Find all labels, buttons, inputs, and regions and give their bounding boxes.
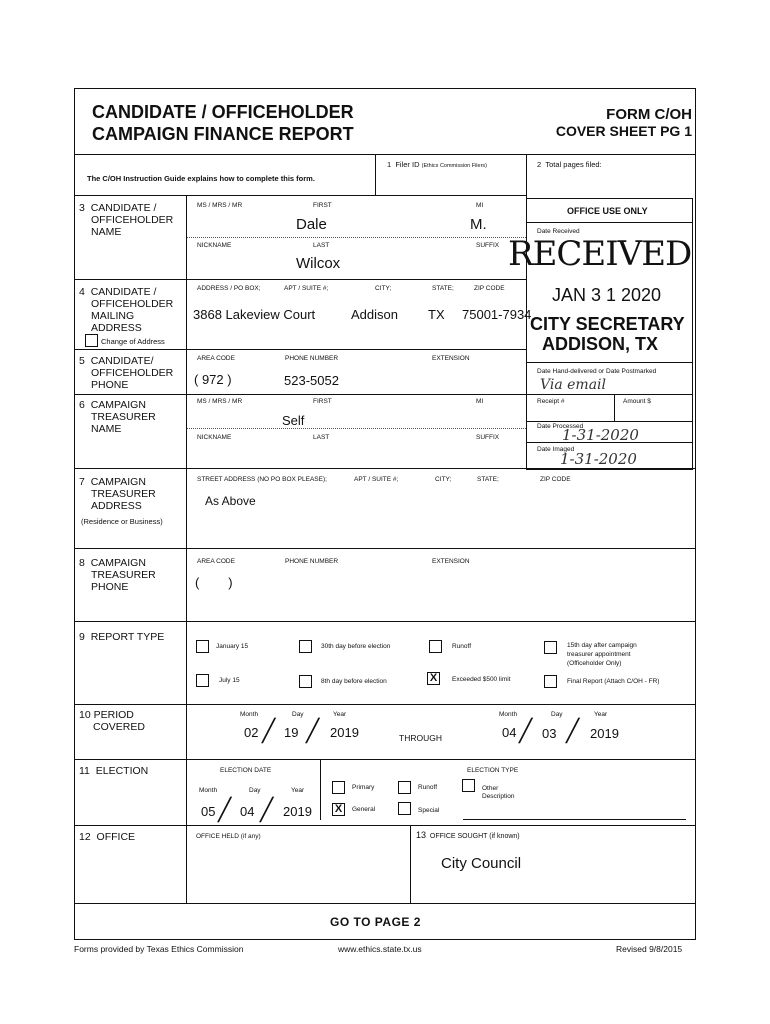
s8-area-label: AREA CODE <box>197 558 235 565</box>
form-title-line2: CAMPAIGN FINANCE REPORT <box>92 124 354 144</box>
divider <box>614 394 615 421</box>
divider <box>74 759 696 760</box>
s5-area-value: ( 972 ) <box>194 372 232 387</box>
report-exceeded-label: Exceeded $500 limit <box>452 676 511 683</box>
s3-label: 3 CANDIDATE / OFFICEHOLDER NAME <box>79 202 174 238</box>
election-runoff-checkbox[interactable] <box>398 781 411 794</box>
s7-state-label: STATE; <box>477 476 499 483</box>
s3-mi-value: M. <box>470 216 487 233</box>
date-received-label: Date Received <box>537 228 580 235</box>
election-other-checkbox[interactable] <box>462 779 475 792</box>
s3-mi-label: MI <box>476 202 484 209</box>
footer-revised: Revised 9/8/2015 <box>616 944 683 954</box>
s7-street-value: As Above <box>205 494 256 508</box>
stamp-office: CITY SECRETARY <box>530 314 685 334</box>
receipt-label: Receipt # <box>537 398 565 405</box>
s6-first-label: FIRST <box>313 398 332 405</box>
change-address-label: Change of Address <box>101 337 165 346</box>
s11-year-value: 2019 <box>283 804 312 819</box>
amount-label: Amount $ <box>623 398 651 405</box>
received-stamp-date: JAN 3 1 2020 <box>552 285 662 305</box>
s11-year-label: Year <box>291 787 305 794</box>
divider <box>526 155 527 199</box>
form-id: FORM C/OH <box>606 106 692 123</box>
filer-id-label: 1 Filer ID (Ethics Commission Filers) <box>387 160 488 169</box>
total-pages-label: 2 Total pages filed: <box>537 160 602 169</box>
report-jul15-label: July 15 <box>219 677 240 684</box>
s6-label: 6 CAMPAIGN TREASURER NAME <box>79 399 156 435</box>
divider <box>74 349 526 350</box>
s10-label: 10 PERIOD COVERED <box>79 709 145 733</box>
hand-delivered-label: Date Hand-delivered or Date Postmarked <box>537 368 657 375</box>
date-slash: ╱ <box>262 718 276 743</box>
s10-from-day-label: Day <box>292 711 304 718</box>
election-other-label: Other Description <box>482 785 515 800</box>
election-special-label: Special <box>418 807 440 814</box>
report-runoff-checkbox[interactable] <box>429 640 442 653</box>
s5-phone-value: 523-5052 <box>284 373 339 388</box>
election-primary-checkbox[interactable] <box>332 781 345 794</box>
report-exceeded-checkbox[interactable]: X <box>427 672 440 685</box>
divider <box>526 222 693 223</box>
divider <box>74 468 696 469</box>
election-primary-label: Primary <box>352 784 375 791</box>
footer-url[interactable]: www.ethics.state.tx.us <box>338 944 422 954</box>
report-15th-label: 15th day after campaign treasurer appointment (Officeholder Only) <box>567 642 637 667</box>
processed-label: Date Processed <box>537 423 584 430</box>
date-slash: ╱ <box>260 797 274 822</box>
s11-day-value: 04 <box>240 804 255 819</box>
s3-first-value: Dale <box>296 216 327 233</box>
stamp-city: ADDISON, TX <box>542 334 659 354</box>
report-30th-checkbox[interactable] <box>299 640 312 653</box>
date-slash: ╱ <box>519 718 533 743</box>
divider <box>74 279 526 280</box>
divider <box>187 428 526 429</box>
divider <box>410 825 411 903</box>
s4-zip-label: ZIP CODE <box>474 285 505 292</box>
s3-nickname-label: NICKNAME <box>197 242 232 249</box>
processed-value: 1-31-2020 <box>562 426 639 444</box>
s11-month-value: 05 <box>201 804 216 819</box>
divider <box>526 442 693 443</box>
s4-address-value: 3868 Lakeview Court <box>193 307 316 322</box>
s10-from-year-label: Year <box>333 711 347 718</box>
hand-delivered-value: Via email <box>540 377 607 393</box>
divider <box>320 759 321 820</box>
divider <box>463 819 686 820</box>
divider <box>74 195 526 196</box>
election-general-checkbox[interactable]: X <box>332 803 345 816</box>
s5-area-label: AREA CODE <box>197 355 235 362</box>
election-runoff-label: Runoff <box>418 784 438 791</box>
s10-to-year: 2019 <box>590 726 619 741</box>
divider <box>74 825 696 826</box>
date-slash: ╱ <box>306 718 320 743</box>
s4-state-value: TX <box>428 307 445 322</box>
s8-phone-label: PHONE NUMBER <box>285 558 339 565</box>
s10-from-year: 2019 <box>330 725 359 740</box>
divider <box>74 903 696 904</box>
s6-ms-label: MS / MRS / MR <box>197 398 243 405</box>
divider <box>186 195 187 903</box>
s9-label: 9 REPORT TYPE <box>79 631 165 643</box>
s6-last-label: LAST <box>313 434 330 441</box>
date-slash: ╱ <box>566 718 580 743</box>
s10-to-day-label: Day <box>551 711 563 718</box>
divider <box>526 362 693 363</box>
s3-last-label: LAST <box>313 242 330 249</box>
divider <box>74 548 696 549</box>
s3-last-value: Wilcox <box>296 255 341 272</box>
divider <box>375 155 376 195</box>
s8-ext-label: EXTENSION <box>432 558 470 565</box>
s10-to-month: 04 <box>502 725 517 740</box>
s4-zip-value: 75001-7934 <box>462 307 532 322</box>
form-title-line1: CANDIDATE / OFFICEHOLDER <box>92 102 354 122</box>
change-address-checkbox[interactable] <box>85 334 98 347</box>
imaged-value: 1-31-2020 <box>560 450 637 468</box>
report-runoff-label: Runoff <box>452 643 472 650</box>
s7-city-label: CITY; <box>435 476 452 483</box>
report-jan15-checkbox[interactable] <box>196 640 209 653</box>
divider <box>74 154 696 155</box>
guide-text: The C/OH Instruction Guide explains how to complete this form. <box>87 174 315 183</box>
goto-page2: GO TO PAGE 2 <box>330 915 421 929</box>
form-subtitle: COVER SHEET PG 1 <box>555 123 692 139</box>
s12-held-label: OFFICE HELD (if any) <box>196 833 261 840</box>
received-stamp: RECEIVED <box>508 234 692 274</box>
s8-area-value: ( ) <box>195 575 233 590</box>
s11-label: 11 ELECTION <box>79 765 149 777</box>
s5-label: 5 CANDIDATE/ OFFICEHOLDER PHONE <box>79 355 174 391</box>
s6-first-value: Self <box>282 413 305 428</box>
office-use-title: OFFICE USE ONLY <box>567 206 648 216</box>
s11-type-label: ELECTION TYPE <box>467 767 519 774</box>
divider <box>187 237 526 238</box>
report-final-checkbox[interactable] <box>544 675 557 688</box>
s4-address-label: ADDRESS / PO BOX; <box>197 285 261 292</box>
s13-sought-label: 13 OFFICE SOUGHT (if known) <box>416 830 520 840</box>
divider <box>526 421 693 422</box>
s4-city-value: Addison <box>351 307 398 322</box>
report-30th-label: 30th day before election <box>321 643 391 650</box>
imaged-label: Date Imaged <box>537 446 575 453</box>
s10-to-year-label: Year <box>594 711 608 718</box>
divider <box>74 621 696 622</box>
date-slash: ╱ <box>218 797 232 822</box>
s11-day-label: Day <box>249 787 261 794</box>
election-special-checkbox[interactable] <box>398 802 411 815</box>
s4-city-label: CITY; <box>375 285 392 292</box>
divider <box>74 704 696 705</box>
s7-note: (Residence or Business) <box>81 517 163 526</box>
report-15th-checkbox[interactable] <box>544 641 557 654</box>
s5-phone-label: PHONE NUMBER <box>285 355 339 362</box>
s3-ms-label: MS / MRS / MR <box>197 202 243 209</box>
s10-from-day: 19 <box>284 725 299 740</box>
report-jul15-checkbox[interactable] <box>196 674 209 687</box>
s10-from-month: 02 <box>244 725 259 740</box>
s5-ext-label: EXTENSION <box>432 355 470 362</box>
s7-apt-label: APT / SUITE #; <box>354 476 399 483</box>
s8-label: 8 CAMPAIGN TREASURER PHONE <box>79 557 156 593</box>
s7-zip-label: ZIP CODE <box>540 476 571 483</box>
election-general-label: General <box>352 806 376 813</box>
s4-state-label: STATE; <box>432 285 454 292</box>
report-8th-checkbox[interactable] <box>299 675 312 688</box>
s4-apt-label: APT / SUITE #; <box>284 285 329 292</box>
s6-nickname-label: NICKNAME <box>197 434 232 441</box>
s6-mi-label: MI <box>476 398 484 405</box>
s11-month-label: Month <box>199 787 218 794</box>
report-8th-label: 8th day before election <box>321 678 387 685</box>
s4-label: 4 CANDIDATE / OFFICEHOLDER MAILING ADDRESS <box>79 286 174 334</box>
s10-from-month-label: Month <box>240 711 259 718</box>
s10-to-month-label: Month <box>499 711 518 718</box>
divider <box>526 394 693 395</box>
s12-label: 12 OFFICE <box>79 831 136 843</box>
report-jan15-label: January 15 <box>216 643 249 650</box>
footer-left: Forms provided by Texas Ethics Commission <box>74 944 244 954</box>
report-final-label: Final Report (Attach C/OH - FR) <box>567 678 660 685</box>
s3-first-label: FIRST <box>313 202 332 209</box>
s3-suffix-label: SUFFIX <box>476 242 500 249</box>
s6-suffix-label: SUFFIX <box>476 434 500 441</box>
s10-to-day: 03 <box>542 726 557 741</box>
s13-sought-value: City Council <box>441 855 522 872</box>
s11-date-label: ELECTION DATE <box>220 767 272 774</box>
s7-street-label: STREET ADDRESS (NO PO BOX PLEASE); <box>197 476 327 483</box>
s10-through: THROUGH <box>399 733 442 743</box>
s7-label: 7 CAMPAIGN TREASURER ADDRESS <box>79 476 156 512</box>
divider <box>74 394 526 395</box>
